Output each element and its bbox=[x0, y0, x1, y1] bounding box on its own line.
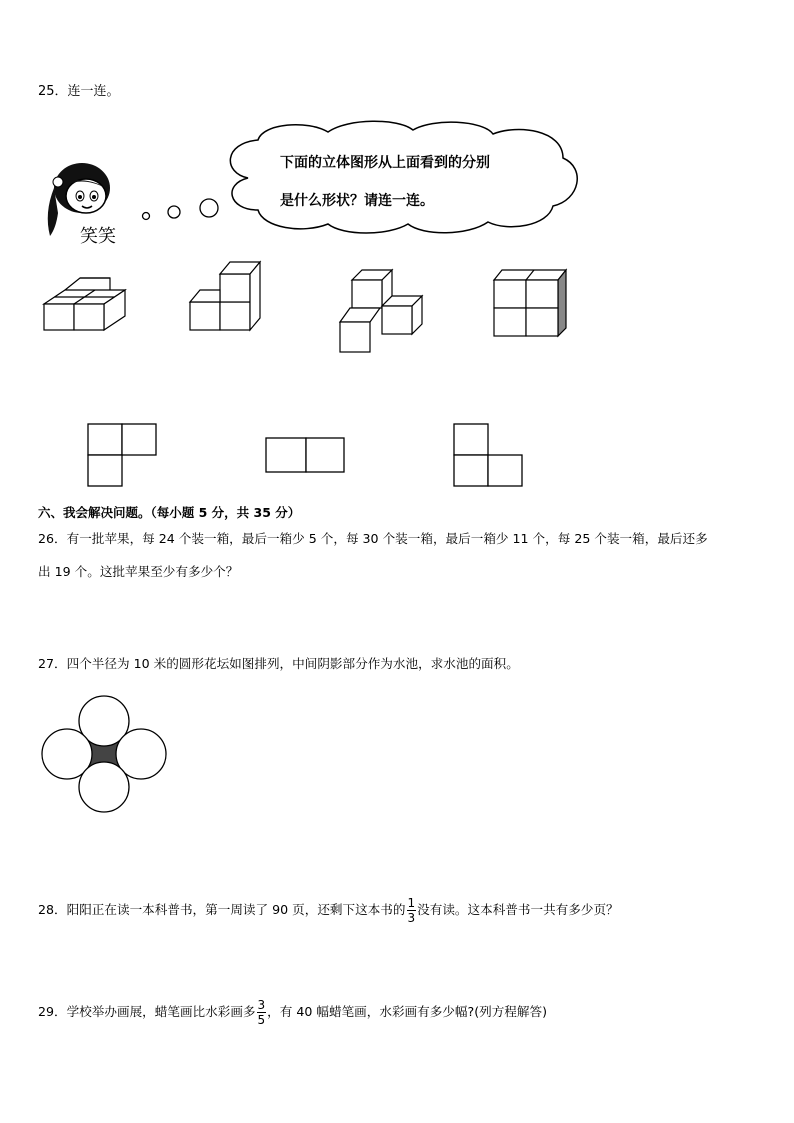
q26-line1: 26．有一批苹果，每 24 个装一箱，最后一箱少 5 个，每 30 个装一箱，最后一箱少 11 个，每 25 个装一箱，最后还多 bbox=[38, 531, 708, 546]
q28-fraction bbox=[407, 896, 417, 925]
solid-figure-4 bbox=[490, 266, 570, 340]
bubble-text-line1: 下面的立体图形从上面看到的分别 bbox=[280, 155, 490, 171]
q26-line2: 出 19 个。这批苹果至少有多少个？ bbox=[38, 564, 239, 579]
q28-text-before: 28．阳阳正在读一本科普书，第一周读了 90 页，还剩下这本书的 bbox=[38, 902, 406, 917]
q29-frac-numerator: 3 bbox=[257, 998, 266, 1012]
thought-bubbles bbox=[138, 196, 228, 226]
q28-text-after: 没有读。这本科普书一共有多少页？ bbox=[417, 902, 619, 917]
four-circles-figure bbox=[38, 692, 170, 814]
q28-frac-numerator: 1 bbox=[407, 896, 416, 910]
top-view-shape-2 bbox=[264, 436, 348, 474]
solid-figure-2 bbox=[186, 256, 266, 336]
q29-line bbox=[38, 998, 547, 1027]
solid-figure-1 bbox=[40, 274, 130, 334]
q29-text-before: 29．学校举办画展，蜡笔画比水彩画多 bbox=[38, 1004, 256, 1019]
q29-frac-denominator: 5 bbox=[257, 1013, 266, 1027]
q29-fraction bbox=[257, 998, 267, 1027]
top-view-shape-3 bbox=[452, 422, 526, 488]
q27-text: 27．四个半径为 10 米的圆形花坛如图排列，中间阴影部分作为水池，求水池的面积。 bbox=[38, 656, 519, 671]
bubble-text-line2: 是什么形状？请连一连。 bbox=[280, 193, 434, 209]
q25-label: 25．连一连。 bbox=[38, 84, 120, 99]
section-title: 六、我会解决问题。（每小题 5 分，共 35 分） bbox=[38, 505, 301, 520]
speech-cloud bbox=[218, 118, 582, 238]
q28-frac-denominator: 3 bbox=[407, 911, 416, 925]
top-view-shape-1 bbox=[86, 422, 160, 488]
character-name: 笑笑 bbox=[80, 226, 116, 247]
q28-line bbox=[38, 896, 619, 925]
solid-figure-3 bbox=[336, 266, 432, 358]
q29-text-after: ，有 40 幅蜡笔画，水彩画有多少幅?(列方程解答) bbox=[267, 1004, 547, 1019]
